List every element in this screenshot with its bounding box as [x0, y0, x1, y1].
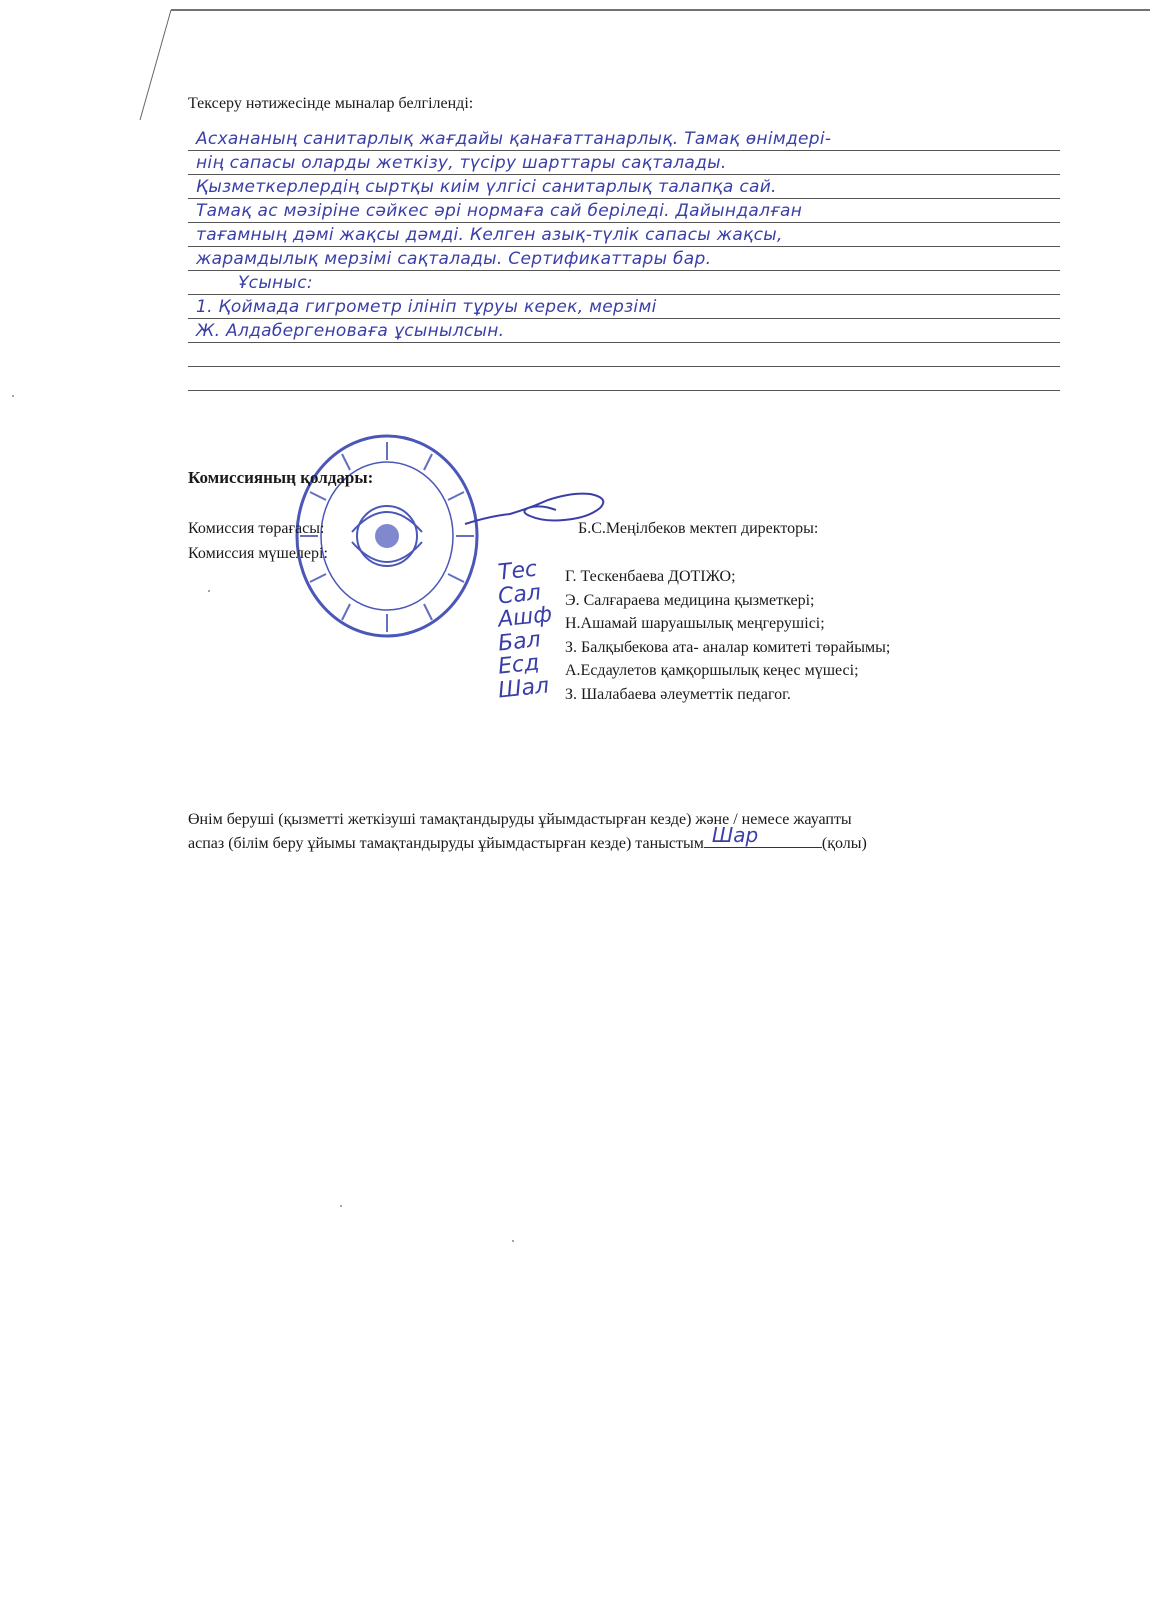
- footer-note: [188, 808, 867, 855]
- member-signature: Бал: [496, 626, 542, 657]
- ruled-line: [188, 271, 1060, 295]
- footer-line-1: Өнім беруші (қызметті жеткізуші тамақтандыруды ұйымдастырған кезде) және / немесе жауапты: [188, 811, 852, 828]
- handwritten-text: Тамақ ас мәзіріне сәйкес әрі нормаға сай беріледі. Дайындалған: [196, 201, 803, 221]
- ruled-line: [188, 367, 1060, 391]
- ruled-line: [188, 199, 1060, 223]
- handwritten-text: Ұсыныс:: [238, 273, 313, 293]
- chair-label: Комиссия төрағасы:: [188, 520, 325, 537]
- chair-name: Б.С.Меңілбеков мектеп директоры:: [578, 520, 819, 537]
- signatures-heading: Комиссияның қолдары:: [188, 468, 374, 487]
- handwritten-text: Асхананың санитарлық жағдайы қанағаттанарлық. Тамақ өнімдері-: [196, 129, 832, 149]
- scan-speck: [512, 1240, 514, 1242]
- ruled-line: [188, 247, 1060, 271]
- member-signature: Есд: [496, 650, 541, 680]
- scan-speck: [208, 590, 210, 592]
- member-entry: Г. Тескенбаева ДОТІЖО;: [565, 568, 736, 585]
- members-label: Комиссия мүшелері:: [188, 545, 328, 562]
- intro-label: Тексеру нәтижесінде мыналар белгіленді:: [188, 95, 474, 112]
- member-signature: Сал: [496, 579, 543, 610]
- member-signature: Шал: [496, 672, 551, 704]
- ruled-line: [188, 127, 1060, 151]
- footer-line-2: [188, 823, 867, 855]
- footer-line-2-text: аспаз (білім беру ұйымы тамақтандыруды ұйымдастырған кезде) таныстым: [188, 835, 704, 852]
- member-signature: Тес: [496, 556, 539, 586]
- members-list: [565, 566, 890, 707]
- member-entry: Э. Салғараева медицина қызметкері;: [565, 591, 815, 609]
- ruled-line: [188, 223, 1060, 247]
- ruled-line: [188, 295, 1060, 319]
- handwritten-text: Қызметкерлердің сыртқы киім үлгісі санитарлық талапқа сай.: [196, 177, 777, 197]
- member-entry: З. Шалабаева әлеуметтік педагог.: [565, 685, 791, 703]
- handwritten-text: 1. Қоймада гигрометр ілініп тұруы керек, мерзімі: [196, 297, 657, 317]
- scan-edge: [0, 0, 1163, 140]
- member-signatures: [496, 556, 568, 704]
- scan-speck: [340, 1205, 342, 1207]
- chair-signature: [460, 486, 620, 538]
- footer-suffix: (қолы): [821, 835, 867, 852]
- ruled-line: [188, 343, 1060, 367]
- member-signature: Ашф: [496, 602, 554, 633]
- handwritten-text: тағамның дәмі жақсы дәмді. Келген азық-түлік сапасы жақсы,: [196, 225, 783, 245]
- footer-signature: Шар: [711, 823, 759, 847]
- handwritten-text: жарамдылық мерзімі сақталады. Сертификаттары бар.: [196, 249, 712, 269]
- scan-speck: [12, 395, 14, 397]
- footer-signature-line: [704, 823, 822, 848]
- member-entry: З. Балқыбекова ата- аналар комитеті төрайымы;: [565, 638, 891, 656]
- member-entry: Н.Ашамай шаруашылық меңгерушісі;: [565, 615, 825, 632]
- handwritten-findings: [188, 127, 1060, 391]
- ruled-line: [188, 319, 1060, 343]
- ruled-line: [188, 175, 1060, 199]
- ruled-line: [188, 151, 1060, 175]
- handwritten-text: Ж. Алдабергеноваға ұсынылсын.: [196, 321, 505, 341]
- member-entry: А.Есдаулетов қамқоршылық кеңес мүшесі;: [565, 662, 859, 679]
- handwritten-text: нің сапасы оларды жеткізу, түсіру шарттары сақталады.: [196, 153, 727, 173]
